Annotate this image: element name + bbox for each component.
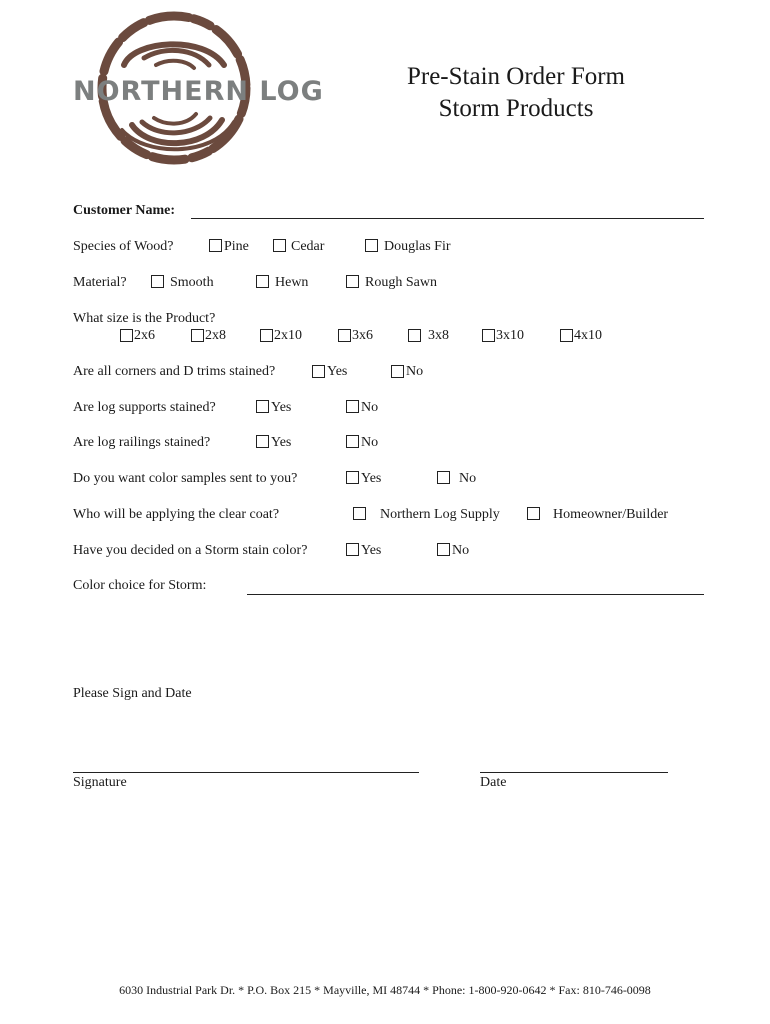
form-subtitle: Storm Products: [438, 95, 594, 122]
clear-coat-question: Who will be applying the clear coat?: [73, 507, 280, 522]
date-field[interactable]: [480, 772, 668, 773]
size-3x6-label: 3x6: [352, 328, 373, 343]
samples-no-checkbox[interactable]: [437, 471, 450, 484]
supports-no-label: No: [361, 400, 379, 415]
clear-coat-northern-log-label: Northern Log Supply: [380, 507, 500, 522]
samples-yes-checkbox[interactable]: [346, 471, 359, 484]
footer-address: 6030 Industrial Park Dr. * P.O. Box 215 * Mayville, MI 48744 * Phone: 1-800-920-0642 * Fax: 810-746-0098: [119, 983, 651, 997]
supports-yes-label: Yes: [271, 400, 292, 415]
supports-yes-checkbox[interactable]: [256, 400, 269, 413]
material-smooth-label: Smooth: [170, 275, 214, 290]
decided-no-checkbox[interactable]: [437, 543, 450, 556]
corners-question: Are all corners and D trims stained?: [73, 364, 276, 379]
form-title: Pre-Stain Order Form: [406, 63, 626, 90]
color-choice-label: Color choice for Storm:: [73, 578, 207, 593]
signature-field[interactable]: [73, 772, 419, 773]
species-pine-checkbox[interactable]: [209, 239, 222, 252]
material-rough-sawn-label: Rough Sawn: [365, 275, 437, 290]
size-2x6-checkbox[interactable]: [120, 329, 133, 342]
species-question: Species of Wood?: [73, 239, 174, 254]
corners-no-label: No: [406, 364, 424, 379]
clear-coat-homeowner-checkbox[interactable]: [527, 507, 540, 520]
material-hewn-label: Hewn: [275, 275, 309, 290]
size-question: What size is the Product?: [73, 311, 216, 326]
size-2x10-checkbox[interactable]: [260, 329, 273, 342]
supports-no-checkbox[interactable]: [346, 400, 359, 413]
logo-wordmark: NORTHERN LOG: [73, 76, 324, 107]
size-3x8-checkbox[interactable]: [408, 329, 421, 342]
samples-question: Do you want color samples sent to you?: [73, 471, 298, 486]
clear-coat-northern-log-checkbox[interactable]: [353, 507, 366, 520]
size-4x10-label: 4x10: [574, 328, 602, 343]
decided-no-label: No: [452, 543, 470, 558]
material-question: Material?: [73, 275, 127, 290]
customer-name-label: Customer Name:: [73, 203, 175, 218]
size-3x8-label: 3x8: [428, 328, 449, 343]
size-2x8-label: 2x8: [205, 328, 226, 343]
decided-question: Have you decided on a Storm stain color?: [73, 543, 308, 558]
size-3x6-checkbox[interactable]: [338, 329, 351, 342]
material-hewn-checkbox[interactable]: [256, 275, 269, 288]
signature-label: Signature: [73, 775, 127, 790]
species-cedar-label: Cedar: [291, 239, 325, 254]
samples-yes-label: Yes: [361, 471, 382, 486]
date-label: Date: [480, 775, 507, 790]
supports-question: Are log supports stained?: [73, 400, 216, 415]
railings-yes-checkbox[interactable]: [256, 435, 269, 448]
material-rough-sawn-checkbox[interactable]: [346, 275, 359, 288]
decided-yes-checkbox[interactable]: [346, 543, 359, 556]
clear-coat-homeowner-label: Homeowner/Builder: [553, 507, 669, 522]
species-douglas-fir-checkbox[interactable]: [365, 239, 378, 252]
customer-name-field[interactable]: [191, 218, 704, 219]
samples-no-label: No: [459, 471, 477, 486]
species-douglas-fir-label: Douglas Fir: [384, 239, 451, 254]
size-4x10-checkbox[interactable]: [560, 329, 573, 342]
material-smooth-checkbox[interactable]: [151, 275, 164, 288]
railings-question: Are log railings stained?: [73, 435, 211, 450]
size-2x6-label: 2x6: [134, 328, 155, 343]
color-choice-field[interactable]: [247, 594, 704, 595]
corners-no-checkbox[interactable]: [391, 365, 404, 378]
size-3x10-label: 3x10: [496, 328, 524, 343]
species-pine-label: Pine: [224, 239, 249, 254]
railings-no-checkbox[interactable]: [346, 435, 359, 448]
railings-yes-label: Yes: [271, 435, 292, 450]
species-cedar-checkbox[interactable]: [273, 239, 286, 252]
size-3x10-checkbox[interactable]: [482, 329, 495, 342]
size-2x8-checkbox[interactable]: [191, 329, 204, 342]
corners-yes-checkbox[interactable]: [312, 365, 325, 378]
size-2x10-label: 2x10: [274, 328, 302, 343]
sign-prompt: Please Sign and Date: [73, 686, 192, 701]
corners-yes-label: Yes: [327, 364, 348, 379]
railings-no-label: No: [361, 435, 379, 450]
decided-yes-label: Yes: [361, 543, 382, 558]
